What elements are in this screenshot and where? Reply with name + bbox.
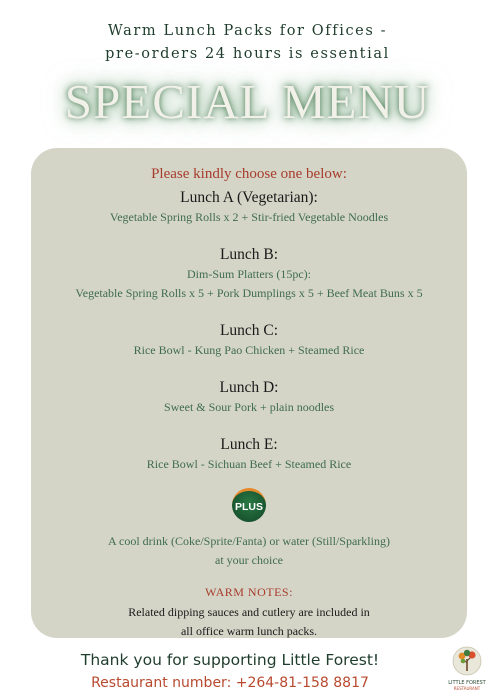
- lunch-e: [31, 435, 467, 474]
- warm-notes-line-1: Related dipping sauces and cutlery are included in: [128, 605, 370, 619]
- page-title: SPECIAL MENU: [64, 74, 431, 129]
- plus-badge-wrap: [31, 488, 467, 522]
- header-line-2: pre-orders 24 hours is essential: [105, 46, 390, 62]
- warm-notes-line-2: all office warm lunch packs.: [180, 624, 318, 638]
- lunch-d-desc: Sweet & Sour Pork + plain noodles: [163, 400, 335, 414]
- little-forest-logo: [444, 646, 490, 698]
- logo-name: LITTLE FOREST: [448, 680, 486, 686]
- lunch-d-title: Lunch D:: [219, 379, 279, 396]
- lunch-c: [31, 321, 467, 360]
- lunch-c-title: Lunch C:: [219, 322, 279, 339]
- restaurant-phone[interactable]: Restaurant number: +264-81-158 8817: [91, 675, 369, 691]
- menu-card: [31, 148, 467, 638]
- lunch-e-desc: Rice Bowl - Sichuan Beef + Steamed Rice: [146, 457, 352, 471]
- menu-intro: Please kindly choose one below:: [151, 166, 347, 182]
- lunch-d: [31, 378, 467, 417]
- menu-content: [31, 148, 467, 641]
- drink-option: [31, 532, 467, 570]
- tree-icon: [452, 646, 482, 676]
- lunch-a-desc: Vegetable Spring Rolls x 2 + Stir-fried Vegetable Noodles: [109, 210, 389, 224]
- drink-line-2: at your choice: [215, 553, 283, 567]
- header-line-1: Warm Lunch Packs for Offices -: [107, 23, 388, 39]
- header: [0, 20, 495, 66]
- lunch-a: [31, 188, 467, 227]
- warm-notes-text: [31, 603, 467, 641]
- lunch-b-desc-1: Dim-Sum Platters (15pc):: [187, 267, 311, 281]
- plus-badge-icon: PLUS: [232, 488, 266, 522]
- lunch-b: [31, 245, 467, 303]
- logo-subtitle: RESTAURANT: [453, 686, 481, 691]
- lunch-b-title: Lunch B:: [219, 246, 279, 263]
- lunch-e-title: Lunch E:: [220, 436, 278, 453]
- lunch-b-desc-2: Vegetable Spring Rolls x 5 + Pork Dumplings x 5 + Beef Meat Buns x 5: [75, 286, 423, 300]
- warm-notes-title: WARM NOTES:: [205, 585, 293, 599]
- lunch-a-title: Lunch A (Vegetarian):: [180, 189, 318, 206]
- drink-line-1: A cool drink (Coke/Sprite/Fanta) or water (Still/Sparkling): [108, 534, 390, 548]
- lunch-c-desc: Rice Bowl - Kung Pao Chicken + Steamed Rice: [133, 343, 365, 357]
- footer-thanks: Thank you for supporting Little Forest!: [80, 651, 380, 669]
